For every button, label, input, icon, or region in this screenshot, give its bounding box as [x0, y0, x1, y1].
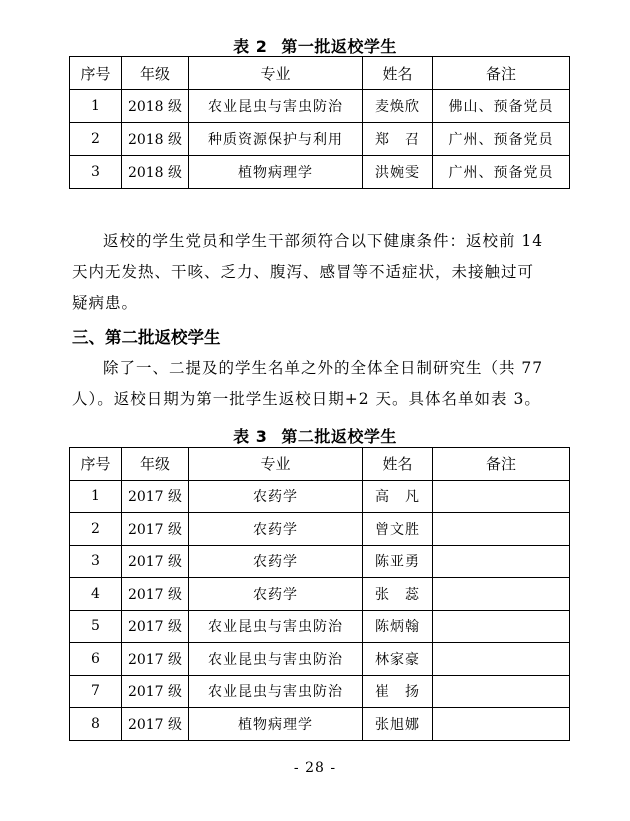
- cell-name: 林家豪: [363, 643, 433, 676]
- cell-name: 崔 扬: [363, 675, 433, 708]
- cell-name: 曾文胜: [363, 513, 433, 546]
- cell-note: 广州、预备党员: [433, 156, 570, 189]
- cell-grade: 2017 级: [122, 675, 189, 708]
- header-grade: 年级: [122, 57, 189, 90]
- cell-name: 麦焕欣: [363, 90, 433, 123]
- header-name: 姓名: [363, 448, 433, 481]
- header-name: 姓名: [363, 57, 433, 90]
- table3-header-row: [70, 448, 570, 481]
- cell-major: 农药学: [189, 513, 363, 546]
- cell-name: 陈炳翰: [363, 610, 433, 643]
- header-index: 序号: [70, 57, 122, 90]
- cell-major: 植物病理学: [189, 708, 363, 741]
- section3-paragraph-line1: 除了一、二提及的学生名单之外的全体全日制研究生（共 77: [103, 359, 544, 377]
- cell-note: [433, 480, 570, 513]
- table-row: [70, 156, 570, 189]
- section3-heading: 三、第二批返校学生: [72, 328, 221, 347]
- cell-major: 种质资源保护与利用: [189, 123, 363, 156]
- cell-grade: 2017 级: [122, 578, 189, 611]
- cell-name: 张旭娜: [363, 708, 433, 741]
- table-row: [70, 708, 570, 741]
- table-row: [70, 578, 570, 611]
- cell-note: [433, 708, 570, 741]
- cell-grade: 2017 级: [122, 610, 189, 643]
- header-note: 备注: [433, 448, 570, 481]
- table2-first-batch: [69, 56, 570, 189]
- table3-caption-number: 表 3: [233, 427, 268, 446]
- cell-index: 1: [70, 480, 122, 513]
- cell-note: [433, 545, 570, 578]
- cell-grade: 2017 级: [122, 480, 189, 513]
- table3-caption-title: 第二批返校学生: [281, 427, 397, 446]
- table-row: [70, 643, 570, 676]
- cell-index: 2: [70, 123, 122, 156]
- cell-note: [433, 643, 570, 676]
- header-major: 专业: [189, 448, 363, 481]
- cell-index: 3: [70, 156, 122, 189]
- cell-name: 陈亚勇: [363, 545, 433, 578]
- cell-index: 7: [70, 675, 122, 708]
- table-row: [70, 675, 570, 708]
- table2-caption-number: 表 2: [233, 37, 268, 56]
- cell-major: 农药学: [189, 578, 363, 611]
- cell-index: 1: [70, 90, 122, 123]
- table3-caption: [0, 424, 630, 447]
- cell-note: [433, 610, 570, 643]
- cell-name: 高 凡: [363, 480, 433, 513]
- header-note: 备注: [433, 57, 570, 90]
- table-row: [70, 513, 570, 546]
- table2-caption-title: 第一批返校学生: [281, 37, 397, 56]
- table-row: [70, 545, 570, 578]
- cell-name: 洪婉雯: [363, 156, 433, 189]
- cell-grade: 2017 级: [122, 513, 189, 546]
- health-paragraph-line3: 疑病患。: [72, 294, 139, 312]
- cell-grade: 2017 级: [122, 643, 189, 676]
- cell-note: 佛山、预备党员: [433, 90, 570, 123]
- table2-caption: [0, 34, 630, 57]
- cell-note: [433, 513, 570, 546]
- cell-major: 农业昆虫与害虫防治: [189, 610, 363, 643]
- section3-paragraph-line2: 人）。返校日期为第一批学生返校日期+2 天。具体名单如表 3。: [72, 390, 541, 408]
- cell-index: 5: [70, 610, 122, 643]
- cell-index: 2: [70, 513, 122, 546]
- cell-name: 郑 召: [363, 123, 433, 156]
- table-row: [70, 610, 570, 643]
- health-paragraph-line2: 天内无发热、干咳、乏力、腹泻、感冒等不适症状，未接触过可: [72, 263, 535, 281]
- cell-major: 农药学: [189, 545, 363, 578]
- cell-grade: 2018 级: [122, 90, 189, 123]
- cell-index: 8: [70, 708, 122, 741]
- cell-major: 植物病理学: [189, 156, 363, 189]
- cell-note: [433, 675, 570, 708]
- cell-note: 广州、预备党员: [433, 123, 570, 156]
- cell-index: 6: [70, 643, 122, 676]
- cell-major: 农业昆虫与害虫防治: [189, 643, 363, 676]
- cell-index: 3: [70, 545, 122, 578]
- cell-major: 农业昆虫与害虫防治: [189, 90, 363, 123]
- health-paragraph-line1: 返校的学生党员和学生干部须符合以下健康条件：返校前 14: [103, 232, 544, 250]
- cell-grade: 2018 级: [122, 156, 189, 189]
- cell-major: 农药学: [189, 480, 363, 513]
- cell-name: 张 蕊: [363, 578, 433, 611]
- cell-note: [433, 578, 570, 611]
- table-row: [70, 90, 570, 123]
- table-row: [70, 123, 570, 156]
- table2-header-row: [70, 57, 570, 90]
- table-row: [70, 480, 570, 513]
- header-major: 专业: [189, 57, 363, 90]
- cell-index: 4: [70, 578, 122, 611]
- cell-grade: 2017 级: [122, 708, 189, 741]
- page-number: - 28 -: [293, 760, 337, 776]
- cell-grade: 2017 级: [122, 545, 189, 578]
- table3-second-batch: [69, 447, 570, 741]
- cell-major: 农业昆虫与害虫防治: [189, 675, 363, 708]
- header-grade: 年级: [122, 448, 189, 481]
- header-index: 序号: [70, 448, 122, 481]
- cell-grade: 2018 级: [122, 123, 189, 156]
